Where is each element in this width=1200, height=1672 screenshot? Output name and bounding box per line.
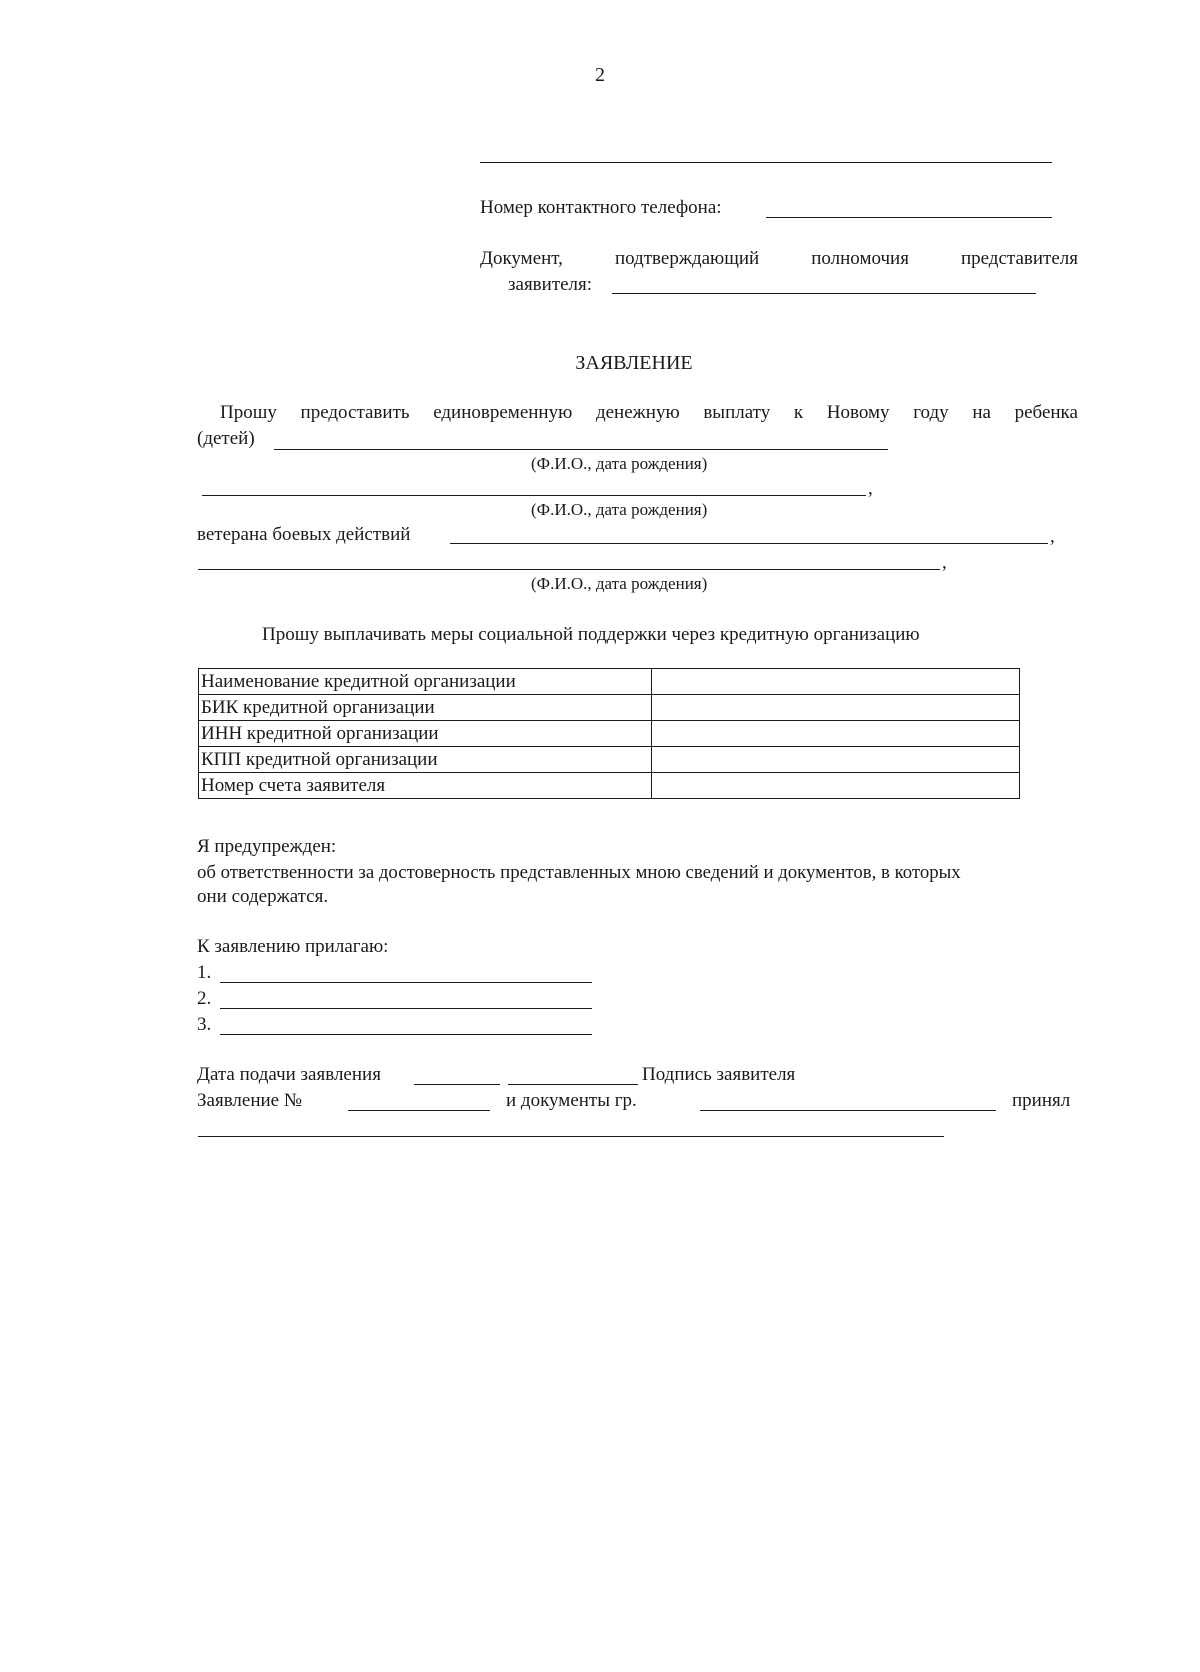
documents-label: и документы гр. xyxy=(506,1090,637,1111)
accepted-by-field[interactable] xyxy=(198,1136,944,1137)
bank-row-label: Номер счета заявителя xyxy=(199,773,652,799)
request-word: Прошу xyxy=(220,402,277,423)
rep-doc-label-line2: заявителя: xyxy=(508,274,593,295)
statement-number-field[interactable] xyxy=(348,1110,490,1111)
attachment-number: 3. xyxy=(197,1014,212,1035)
table-row xyxy=(199,747,1020,773)
table-row xyxy=(199,695,1020,721)
signature-label: Подпись заявителя xyxy=(642,1064,796,1085)
warning-heading: Я предупрежден: xyxy=(197,836,337,857)
table-row xyxy=(199,721,1020,747)
bank-row-label: БИК кредитной организации xyxy=(199,695,652,721)
request-word: единовременную xyxy=(433,402,573,423)
table-row xyxy=(199,669,1020,695)
fio-caption-1: (Ф.И.О., дата рождения) xyxy=(531,454,708,473)
veteran-label: ветерана боевых действий xyxy=(197,524,411,545)
attachment-number: 1. xyxy=(197,962,212,983)
bank-row-value[interactable] xyxy=(652,747,1020,773)
request-word: предоставить xyxy=(300,402,410,423)
document-title: ЗАЯВЛЕНИЕ xyxy=(575,352,693,374)
bank-row-value[interactable] xyxy=(652,773,1020,799)
attachment-field[interactable] xyxy=(220,1008,592,1009)
request-line-1 xyxy=(220,402,1078,424)
statement-number-label: Заявление № xyxy=(197,1090,302,1111)
veteran-continuation-field[interactable] xyxy=(198,569,940,570)
rep-doc-word: Документ, xyxy=(480,248,563,269)
bank-row-label: КПП кредитной организации xyxy=(199,747,652,773)
rep-doc-label xyxy=(480,248,1078,270)
bank-row-label: Наименование кредитной организации xyxy=(199,669,652,695)
phone-field[interactable] xyxy=(766,217,1052,218)
request-word: денежную xyxy=(595,402,680,423)
bank-row-value[interactable] xyxy=(652,695,1020,721)
bank-row-value[interactable] xyxy=(652,669,1020,695)
rep-doc-field[interactable] xyxy=(612,293,1036,294)
comma: , xyxy=(868,478,873,499)
fio-caption-3: (Ф.И.О., дата рождения) xyxy=(531,574,708,593)
signature-field[interactable] xyxy=(508,1084,638,1085)
page-number: 2 xyxy=(595,64,605,86)
request-word: Новому xyxy=(826,402,890,423)
bank-details-table xyxy=(198,668,1020,799)
bank-row-value[interactable] xyxy=(652,721,1020,747)
request-word: ребенка xyxy=(1014,402,1078,423)
request-word: выплату xyxy=(703,402,771,423)
warning-line-1: об ответственности за достоверность представленных мною сведений и документов, в которых xyxy=(197,862,961,883)
table-row xyxy=(199,773,1020,799)
accepted-label: принял xyxy=(1012,1090,1071,1111)
veteran-field[interactable] xyxy=(450,543,1048,544)
submission-date-label: Дата подачи заявления xyxy=(197,1064,381,1085)
request-word: на xyxy=(972,402,991,423)
rep-doc-word: полномочия xyxy=(811,248,909,269)
attachment-field[interactable] xyxy=(220,982,592,983)
attachments-heading: К заявлению прилагаю: xyxy=(197,936,389,957)
children-label: (детей) xyxy=(197,428,255,449)
rep-doc-word: подтверждающий xyxy=(614,248,760,269)
submission-date-field[interactable] xyxy=(414,1084,500,1085)
rep-doc-word: представителя xyxy=(960,248,1078,269)
attachment-field[interactable] xyxy=(220,1034,592,1035)
request-word: к xyxy=(793,402,804,423)
comma: , xyxy=(1050,526,1055,547)
bank-row-label: ИНН кредитной организации xyxy=(199,721,652,747)
request-word: году xyxy=(913,402,949,423)
child-2-field[interactable] xyxy=(202,495,866,496)
child-1-field[interactable] xyxy=(274,449,888,450)
warning-line-2: они содержатся. xyxy=(197,886,329,907)
phone-label: Номер контактного телефона: xyxy=(480,197,722,218)
recipient-name-field[interactable] xyxy=(700,1110,996,1111)
payment-text: Прошу выплачивать меры социальной поддержки через кредитную организацию xyxy=(262,624,920,645)
comma: , xyxy=(942,552,947,573)
applicant-name-line[interactable] xyxy=(480,162,1052,163)
attachment-number: 2. xyxy=(197,988,212,1009)
fio-caption-2: (Ф.И.О., дата рождения) xyxy=(531,500,708,519)
